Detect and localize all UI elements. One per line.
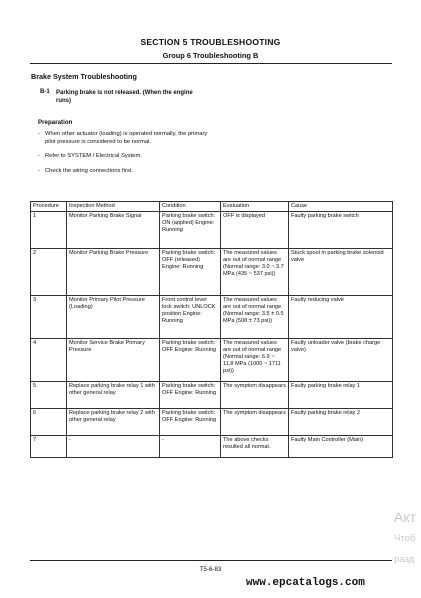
header-divider [30,63,392,64]
cell-inspection-method: Monitor Parking Brake Pressure [67,248,160,295]
preparation-item [38,168,213,176]
cell-cause: Faulty parking brake relay 1 [289,381,393,408]
section-title: SECTION 5 TROUBLESHOOTING [140,37,281,47]
case-id: B-1 [40,89,50,95]
bullet-dash: - [38,131,40,137]
cell-condition: Parking brake switch: OFF Engine: Running [160,381,221,408]
cell-cause: Faulty reducing valve [289,295,393,338]
preparation-item [38,131,213,146]
cell-inspection-method: Replace parking brake relay 1 with other general relay [67,381,160,408]
cell-evaluation: The measured values are out of normal range (Normal range: 3.0 ~ 3.7 MPa (435 ~ 537 psi)) [221,248,289,295]
cell-evaluation: The measured values are out of normal range (Normal range: 6.9 ~ 11.8 MPa (1000 ~ 1711 psi)) [221,338,289,381]
cell-cause: Faulty Main Controller (Main) [289,435,393,457]
cell-condition: Parking brake switch: OFF Engine: Running [160,338,221,381]
cell-condition: Parking brake switch: ON (applied) Engine: Running [160,211,221,248]
cell-procedure: 6 [31,408,67,435]
preparation-item [38,153,213,161]
table-row [31,338,393,381]
cell-evaluation: The above checks resulted all normal. [221,435,289,457]
cell-condition: Front control lever lock switch: UNLOCK position Engine: Running [160,295,221,338]
preparation-list [38,131,213,182]
preparation-title: Preparation [38,119,73,126]
cell-condition: - [160,435,221,457]
bullet-dash: - [38,153,40,160]
cell-inspection-method: - [67,435,160,457]
column-header-procedure: Procedure [31,202,67,212]
cell-evaluation: OFF is displayed [221,211,289,248]
table-row [31,408,393,435]
cell-inspection-method: Monitor Parking Brake Signal [67,211,160,248]
table-row [31,381,393,408]
table-row [31,211,393,248]
cell-procedure: 4 [31,338,67,381]
table-header-row [31,202,393,212]
cell-condition: Parking brake switch: OFF Engine: Running [160,408,221,435]
cell-cause: Faulty parking brake switch [289,211,393,248]
cell-procedure: 2 [31,248,67,295]
column-header-inspection-method: Inspection Method [67,202,160,212]
document-heading: Brake System Troubleshooting [31,72,137,81]
cell-evaluation: The symptom disappears [221,408,289,435]
cell-procedure: 5 [31,381,67,408]
cell-cause: Faulty parking brake relay 2 [289,408,393,435]
column-header-evaluation: Evaluation [221,202,289,212]
site-url: www.epcatalogs.com [246,577,365,589]
activation-watermark-line2: Чтоб [394,533,416,544]
activation-watermark-line3: разд [394,554,415,565]
table-row [31,295,393,338]
cell-evaluation: The symptom disappears [221,381,289,408]
table-row [31,248,393,295]
column-header-condition: Condition [160,202,221,212]
cell-procedure: 7 [31,435,67,457]
cell-procedure: 3 [31,295,67,338]
cell-evaluation: The measured values are out of normal range (Normal range: 3.5 ± 0.5 MPa (508 ± 73 psi)) [221,295,289,338]
preparation-item-text: Check the wiring connections first. [45,167,133,174]
cell-cause: Faulty unloader valve (brake charge valve) [289,338,393,381]
table-row [31,435,393,457]
cell-cause: Stuck spool in parking brake solenoid valve [289,248,393,295]
bullet-dash: - [38,167,40,174]
cell-inspection-method: Monitor Primary Pilot Pressure (Loading) [67,295,160,338]
cell-condition: Parking brake switch: OFF (released) Engine: Running [160,248,221,295]
preparation-item-text: When other actuator (loading) is operated normally, the primary pilot pressure is considered to be normal. [45,131,208,145]
page-number: T5-6-83 [199,566,222,573]
cell-procedure: 1 [31,211,67,248]
cell-inspection-method: Replace parking brake relay 2 with other general relay [67,408,160,435]
case-description: Parking brake is not released. (When the engine runs) [56,90,193,104]
footer-divider [30,560,392,561]
cell-inspection-method: Monitor Service Brake Primary Pressure [67,338,160,381]
column-header-cause: Cause [289,202,393,212]
group-title: Group 6 Troubleshooting B [162,51,259,60]
troubleshooting-table [30,201,393,458]
preparation-item-text: Refer to SYSTEM / Electrical System. [45,153,142,160]
activation-watermark-line1: Акт [394,509,417,525]
